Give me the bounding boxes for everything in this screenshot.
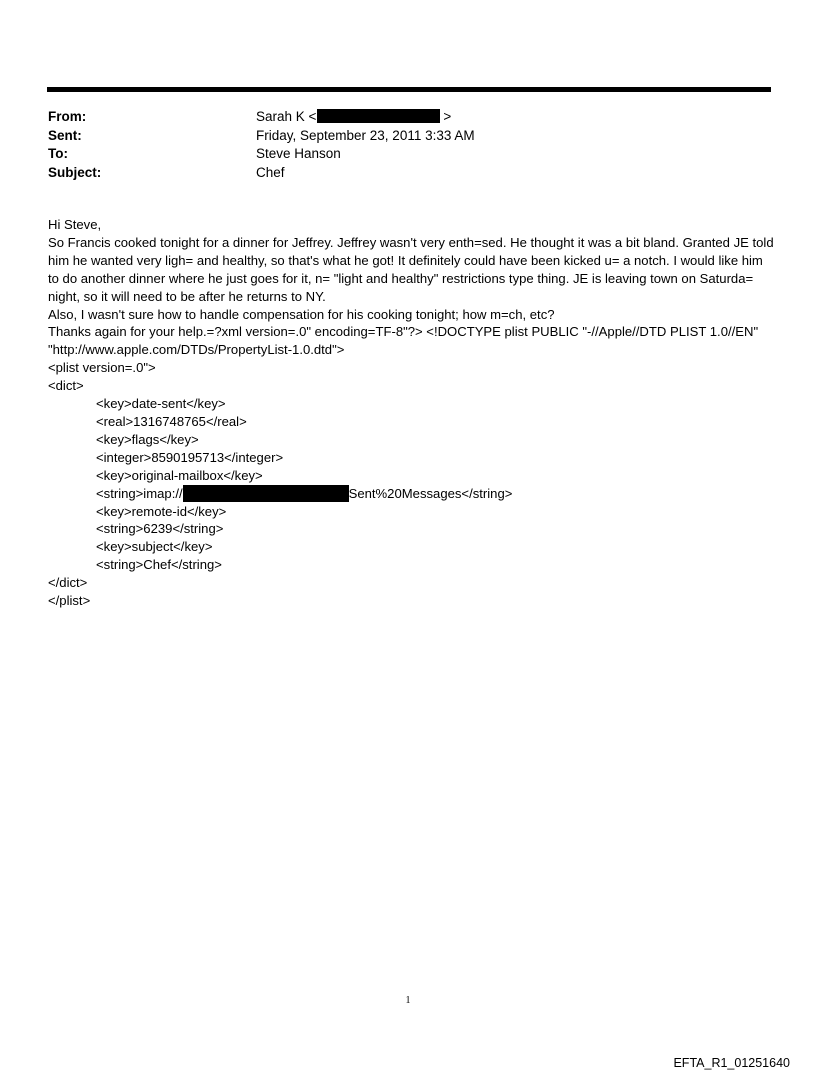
header-rule <box>47 87 771 92</box>
body-paragraph-2: Also, I wasn't sure how to handle compensation for his cooking tonight; how m=ch, etc? <box>48 306 555 322</box>
key-remote-id: <key>remote-id</key> <box>96 503 227 519</box>
subject-label: Subject: <box>48 164 102 180</box>
redaction-block <box>317 109 440 123</box>
subject-row <box>48 164 748 183</box>
key-subject: <key>subject</key> <box>96 539 213 555</box>
sent-value: Friday, September 23, 2011 3:33 AM <box>256 127 475 143</box>
page-number: 1 <box>405 995 411 1006</box>
document-id: EFTA_R1_01251640 <box>673 1056 790 1070</box>
plist-open: <plist version=.0"> <box>48 360 156 376</box>
string-imap-prefix: <string>imap:// <box>96 485 183 501</box>
redaction-block <box>183 485 349 502</box>
dict-open: <dict> <box>48 378 84 394</box>
subject-value: Chef <box>256 164 285 180</box>
integer-value: <integer>8590195713</integer> <box>96 449 284 465</box>
from-label: From: <box>48 109 87 124</box>
key-flags: <key>flags</key> <box>96 431 199 447</box>
key-original-mailbox: <key>original-mailbox</key> <box>96 467 263 483</box>
sent-label: Sent: <box>48 127 82 143</box>
from-row <box>48 108 748 127</box>
dict-close: </dict> <box>48 575 88 591</box>
greeting: Hi Steve, <box>48 217 102 232</box>
to-value: Steve Hanson <box>256 146 341 161</box>
key-date-sent: <key>date-sent</key> <box>96 396 226 412</box>
from-value <box>256 108 748 127</box>
plist-close: </plist> <box>48 593 91 609</box>
email-body <box>48 216 776 610</box>
real-value: <real>1316748765</real> <box>96 413 247 429</box>
to-label: To: <box>48 146 68 161</box>
body-paragraph-3: Thanks again for your help.=?xml version=.0" encoding=TF-8"?> <!DOCTYPE plist PUBLIC "-//Apple//DTD PLIST 1.0//EN" "http://www.apple.com/DTDs/PropertyList-1.0.dtd"> <box>48 324 759 358</box>
sent-row <box>48 127 748 146</box>
from-name: Sarah K < <box>256 109 317 124</box>
string-remote-id: <string>6239</string> <box>96 521 224 537</box>
email-header <box>48 108 748 182</box>
to-row <box>48 145 748 164</box>
from-suffix: > <box>443 109 452 124</box>
string-imap <box>48 485 776 503</box>
body-paragraph-1: So Francis cooked tonight for a dinner for Jeffrey. Jeffrey wasn't very enth=sed. He thought it was a bit bland. Granted JE told him he wanted very ligh= and healthy, so that's what he got! It definitely could have been kicked u= a notch. I would like him to do another dinner where he just goes for it, n= "light and healthy" restrictions type thing. JE is leaving town on Saturda= night, so it will need to be after he returns to NY. <box>48 234 774 304</box>
string-imap-suffix: Sent%20Messages</string> <box>348 485 513 501</box>
string-subject: <string>Chef</string> <box>96 557 222 573</box>
